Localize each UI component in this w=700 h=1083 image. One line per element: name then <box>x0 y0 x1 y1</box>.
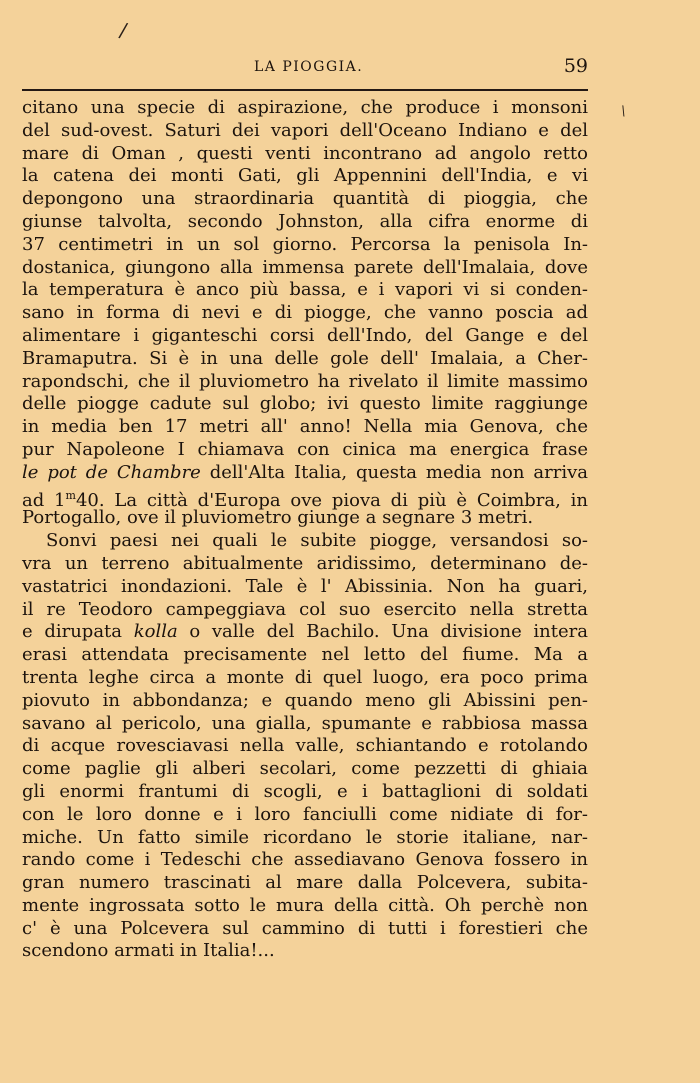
text-segment: ad 1 <box>22 489 66 511</box>
italic-phrase: le pot de Chambre <box>22 461 201 483</box>
text-line: pur Napoleone I chiamava con cinica ma energica frase <box>22 438 588 460</box>
text-line: c' è una Polcevera sul cammino di tutti i forestieri che <box>22 917 588 939</box>
text-line: erasi attendata precisamente nel letto del fiume. Ma a <box>22 644 588 666</box>
page-number: 59 <box>563 55 588 77</box>
text-line: sano in forma di nevi e di piogge, che vanno poscia ad <box>22 302 588 324</box>
text-line: la temperatura è anco più bassa, e i vapori vi si conden- <box>22 279 588 301</box>
text-line: gran numero trascinati al mare dalla Polcevera, subita- <box>22 872 588 894</box>
text-segment: 40. La città d'Europa ove piova di più è Coimbra, in <box>75 489 588 511</box>
text-line: miche. Un fatto simile ricordano le storie italiane, nar- <box>22 826 588 848</box>
text-line: mente ingrossata sotto le mura della città. Oh perchè non <box>22 894 588 916</box>
text-line: di acque rovesciavasi nella valle, schiantando e rotolando <box>22 735 588 757</box>
italic-word: kolla <box>133 621 178 643</box>
text-segment: e dirupata <box>22 621 134 643</box>
text-line: rando come i Tedeschi che assediavano Genova fossero in <box>22 849 588 871</box>
text-line: del sud-ovest. Saturi dei vapori dell'Oceano Indiano e del <box>22 119 588 141</box>
text-line: trenta leghe circa a monte di quel luogo, era poco prima <box>22 666 588 688</box>
header-rule <box>22 89 588 91</box>
text-line: vra un terreno abitualmente aridissimo, determinano de- <box>22 552 588 574</box>
text-line: vastatrici inondazioni. Tale è l' Abissinia. Non ha guari, <box>22 575 588 597</box>
body-text <box>22 97 588 963</box>
text-line-italic-word <box>22 621 588 644</box>
paragraph-start-line: Sonvi paesi nei quali le subite piogge, versandosi so- <box>46 530 588 552</box>
running-title: LA PIOGGIA. <box>254 59 364 75</box>
text-line: dostanica, giungono alla immensa parete dell'Imalaia, dove <box>22 256 588 278</box>
text-line: scendono armati in Italia!... <box>22 940 275 962</box>
stray-ink-mark: / <box>117 17 130 43</box>
text-line: la catena dei monti Gati, gli Appennini dell'India, e vi <box>22 165 588 187</box>
text-line: delle piogge cadute sul globo; ivi questo limite raggiunge <box>22 393 588 415</box>
text-line: citano una specie di aspirazione, che produce i monsoni <box>22 97 588 118</box>
text-segment: dell'Alta Italia, questa media non arriva <box>200 461 588 483</box>
text-line: giunse talvolta, secondo Johnston, alla cifra enorme di <box>22 210 588 232</box>
text-line: savano al pericolo, una gialla, spumante e rabbiosa massa <box>22 712 588 734</box>
text-line-italic-phrase <box>22 462 588 485</box>
text-line: il re Teodoro campeggiava col suo esercito nella stretta <box>22 598 588 620</box>
text-line: come paglie gli alberi secolari, come pezzetti di ghiaia <box>22 758 588 780</box>
text-line: Bramaputra. Si è in una delle gole dell' Imalaia, a Cher- <box>22 347 588 369</box>
page-header <box>22 55 588 85</box>
text-line: rapondschi, che il pluviometro ha rivelato il limite massimo <box>22 370 588 392</box>
text-line: mare di Oman , questi venti incontrano ad angolo retto <box>22 142 588 164</box>
superscript-unit: m <box>65 488 76 502</box>
text-line: piovuto in abbondanza; e quando meno gli Abissini pen- <box>22 689 588 711</box>
text-line: Portogallo, ove il pluviometro giunge a segnare 3 metri. <box>22 507 534 529</box>
text-line: 37 centimetri in un sol giorno. Percorsa la penisola In- <box>22 233 588 255</box>
text-line-measurement <box>22 485 588 511</box>
text-line: alimentare i giganteschi corsi dell'Indo, del Gange e del <box>22 324 588 346</box>
text-line: depongono una straordinaria quantità di pioggia, che <box>22 188 588 210</box>
text-line: in media ben 17 metri all' anno! Nella mia Genova, che <box>22 416 588 438</box>
stray-ink-mark-margin: \ <box>619 103 627 120</box>
text-line: gli enormi frantumi di scogli, e i battaglioni di soldati <box>22 780 588 802</box>
text-segment: o valle del Bachilo. Una divisione intera <box>177 621 588 643</box>
text-line: con le loro donne e i loro fanciulli come nidiate di for- <box>22 803 588 825</box>
